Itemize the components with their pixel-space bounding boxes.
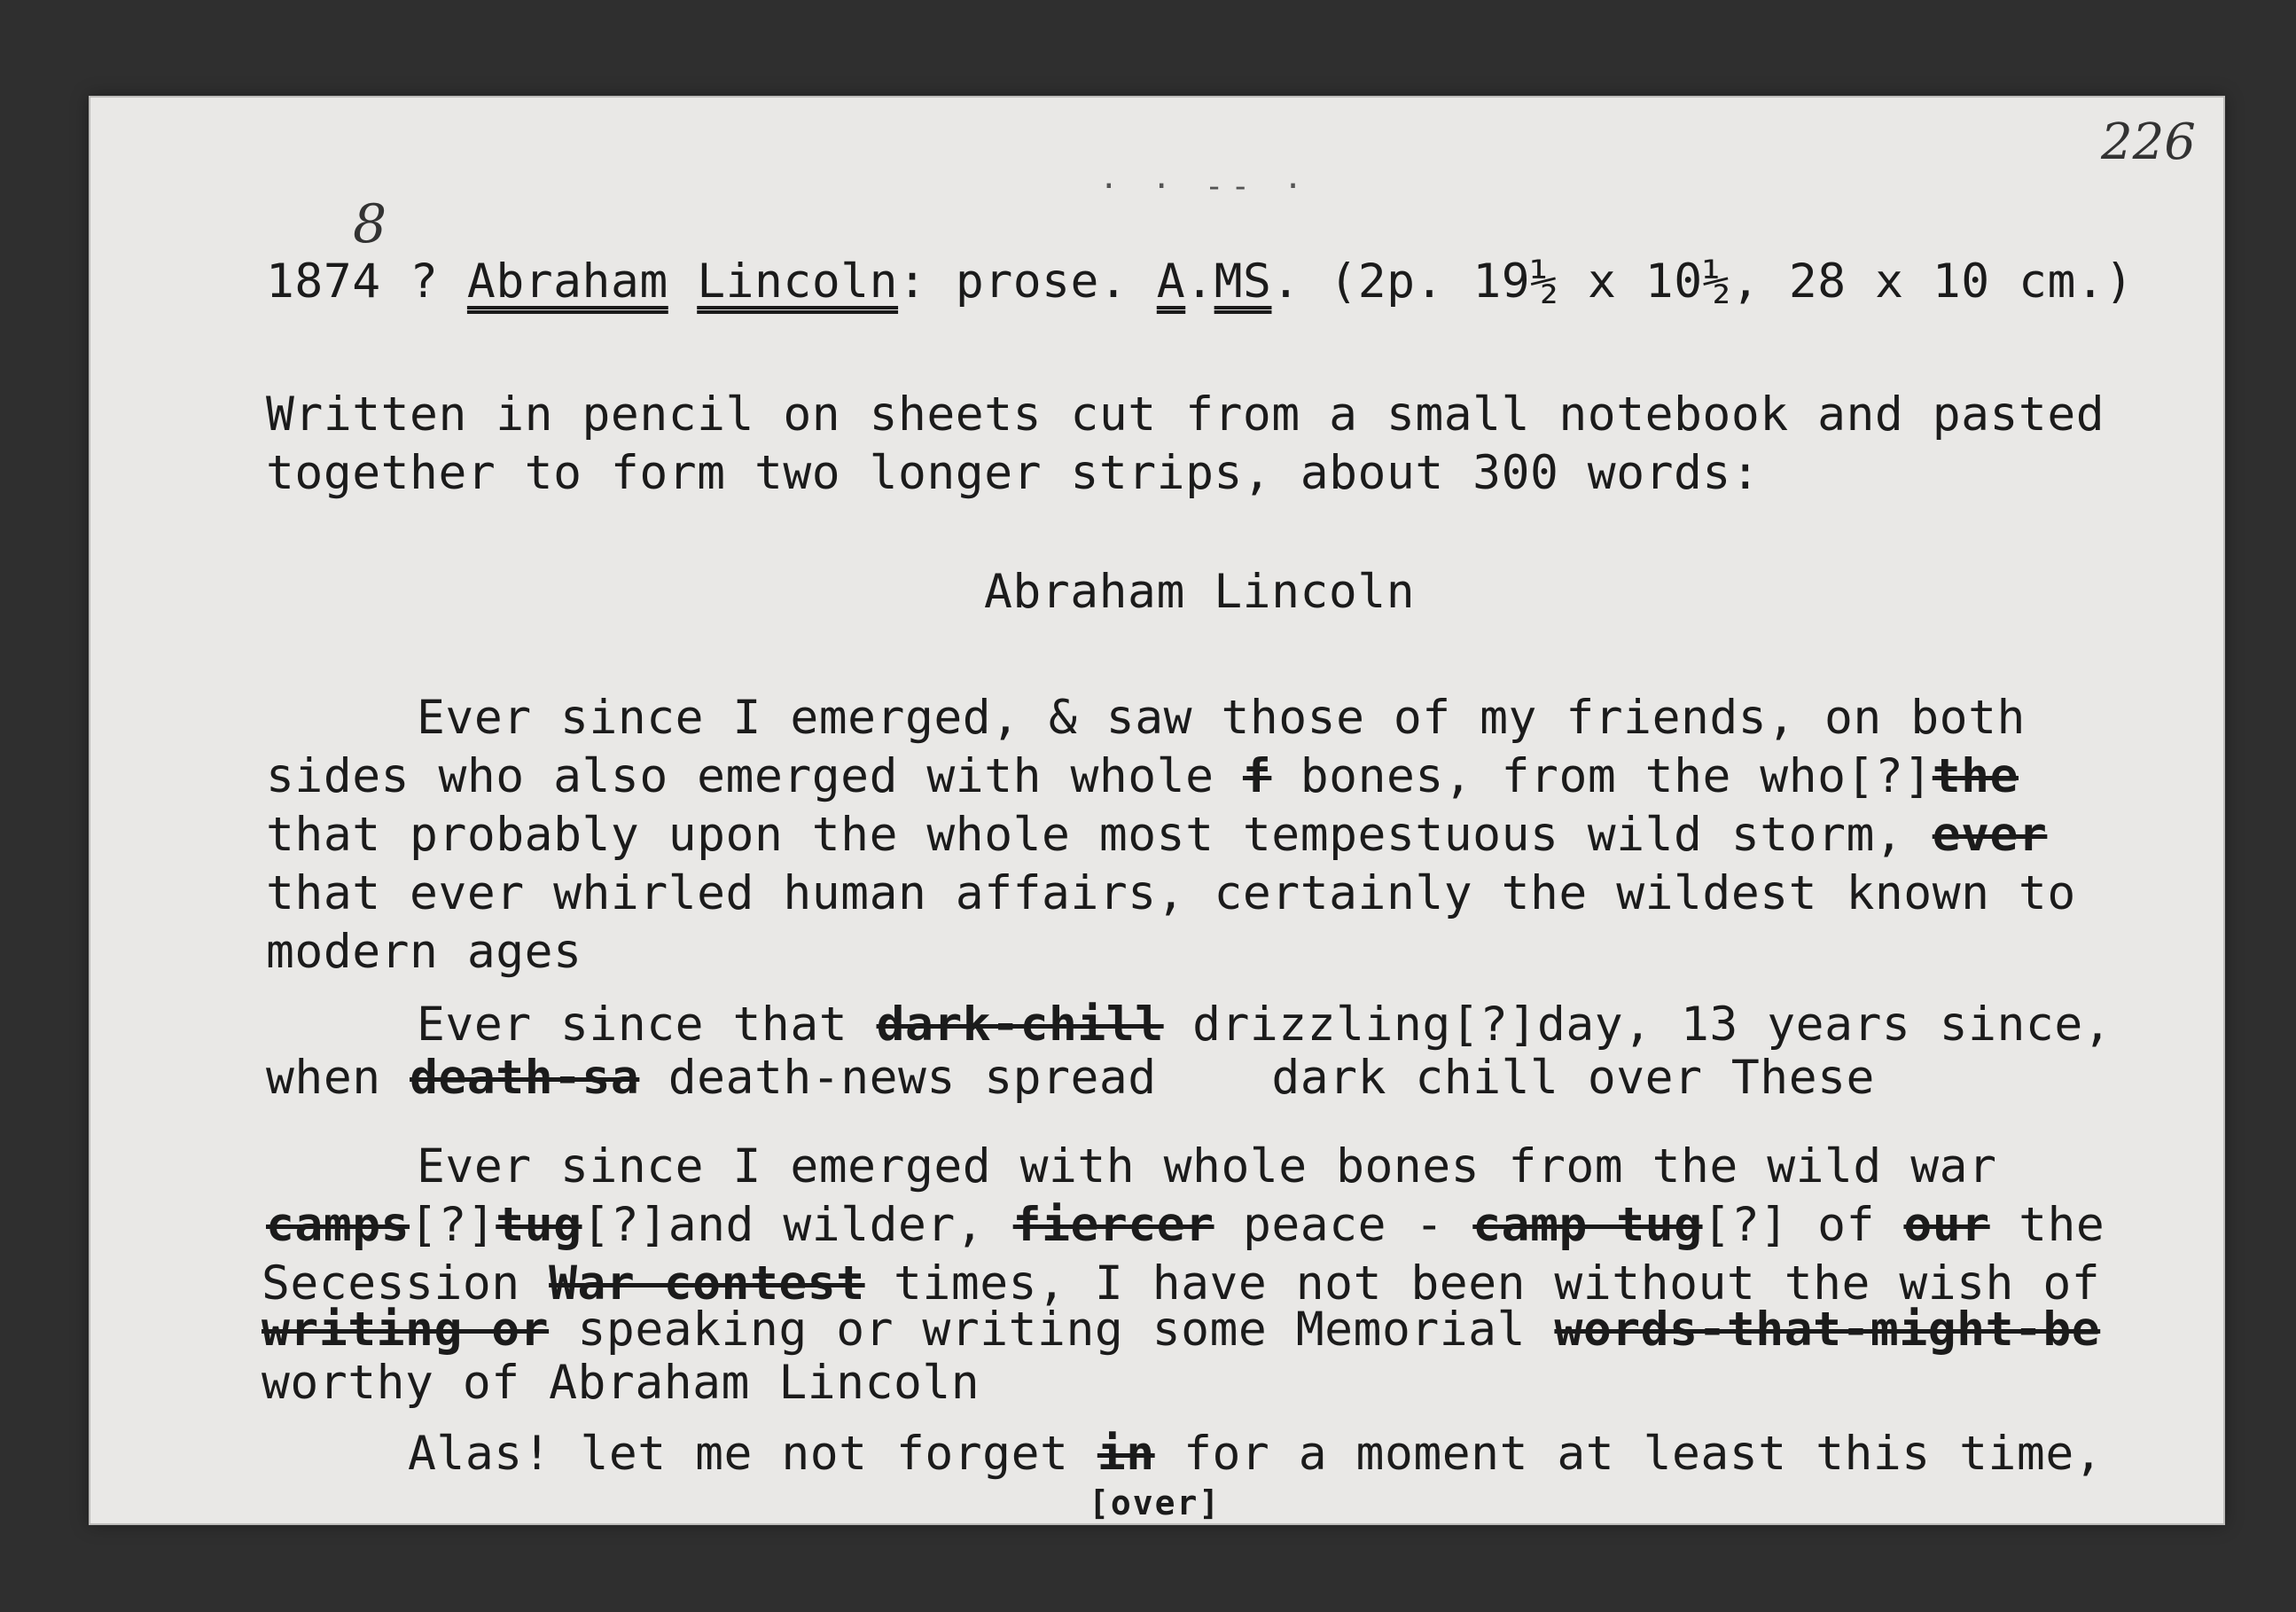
p3-l2-struck-camp-tug: camp tug xyxy=(1472,1198,1703,1252)
header-year: 1874 xyxy=(266,254,381,309)
p2-l1-c: drizzling[?]day, 13 years since, xyxy=(1192,998,2112,1052)
p3-l2-h: [?] of xyxy=(1702,1198,1875,1252)
p3-l2-struck-our: our xyxy=(1903,1198,1990,1252)
p4-line-1 xyxy=(408,1428,2103,1481)
p1-line-4: that ever whirled human affairs, certainly the wildest known to xyxy=(266,866,2076,920)
header-ms-a: A xyxy=(1156,254,1186,309)
over-stamp: [over] xyxy=(1089,1483,1222,1522)
index-card xyxy=(89,96,2225,1525)
ink-specks: · · -- · xyxy=(1099,168,1310,205)
header-title-first: Abraham xyxy=(466,254,668,309)
header-dimensions: (2p. 19½ x 10½, 28 x 10 cm.) xyxy=(1329,254,2134,309)
p3-l3-c: times, I have not been without the wish of xyxy=(894,1256,2101,1311)
p1-line-1: Ever since I emerged, & saw those of my friends, on both xyxy=(417,691,2026,745)
p4-l1-a: Alas! let me not forget xyxy=(408,1427,1069,1481)
p2-l1-a: Ever since that xyxy=(417,998,848,1052)
p3-l2-f: peace - xyxy=(1242,1198,1444,1252)
transcription-title: Abraham Lincoln xyxy=(984,565,1416,619)
p3-line-5: worthy of Abraham Lincoln xyxy=(262,1356,980,1410)
p2-line-1 xyxy=(417,998,2112,1052)
header-ms-ms: MS xyxy=(1214,254,1272,309)
header-title-last: Lincoln xyxy=(697,254,899,309)
p3-l2-struck-camps: camps xyxy=(266,1198,410,1252)
header-colon: : xyxy=(898,254,927,309)
p1-l2-struck-f: f xyxy=(1242,749,1272,803)
p3-line-1: Ever since I emerged with whole bones from the wild war xyxy=(417,1139,1997,1193)
p3-l2-b: [?] xyxy=(410,1198,496,1252)
handwritten-correction: 8 xyxy=(353,193,387,255)
description-line-1: Written in pencil on sheets cut from a small notebook and pasted xyxy=(266,387,2105,442)
p2-l1-struck: dark-chill xyxy=(876,998,1164,1052)
p3-l3-struck: War contest xyxy=(549,1256,865,1311)
header-genre: prose. xyxy=(955,254,1128,309)
page-number: 226 xyxy=(2101,113,2196,171)
header-question: ? xyxy=(410,254,439,309)
p3-line-4 xyxy=(262,1303,2100,1357)
p4-l1-c: for a moment at least this time, xyxy=(1183,1427,2104,1481)
p4-l1-struck-in: in xyxy=(1097,1427,1155,1481)
p1-line-2 xyxy=(266,750,2019,803)
p3-l4-struck: writing or xyxy=(262,1303,550,1357)
header-line xyxy=(266,255,2134,309)
p1-l3-a: that probably upon the whole most tempestuous wild storm, xyxy=(266,808,1904,862)
p1-l3-struck-ever: ever xyxy=(1932,808,2048,862)
p1-line-3 xyxy=(266,809,2047,862)
p2-line-2 xyxy=(266,1052,1875,1105)
p3-l3-a: Secession xyxy=(262,1256,520,1311)
p3-l2-struck-tug: tug xyxy=(496,1198,582,1252)
header-ms-dot: . xyxy=(1185,254,1214,309)
p3-l2-d: [?]and wilder, xyxy=(582,1198,985,1252)
p3-l4-struck-end: words-that-might-be xyxy=(1554,1303,2101,1357)
p3-l4-b: speaking or writing some Memorial xyxy=(577,1303,1527,1357)
description-line-2: together to form two longer strips, about 300 words: xyxy=(266,446,1761,500)
p1-line-5: modern ages xyxy=(266,925,582,979)
header-ms-end: . xyxy=(1271,254,1300,309)
p2-l2-c: death-news spread dark chill over These xyxy=(668,1051,1875,1105)
p3-line-2 xyxy=(266,1199,2105,1252)
p2-l2-a: when xyxy=(266,1051,381,1105)
p1-l2-struck-the: the xyxy=(1932,749,2019,803)
p2-l2-struck: death-sa xyxy=(410,1051,640,1105)
p1-l2-c: bones, from the who[?] xyxy=(1300,749,1933,803)
p3-l2-struck-fiercer: fiercer xyxy=(1012,1198,1214,1252)
p1-l2-a: sides who also emerged with whole xyxy=(266,749,1214,803)
p3-l2-j: the xyxy=(2019,1198,2105,1252)
